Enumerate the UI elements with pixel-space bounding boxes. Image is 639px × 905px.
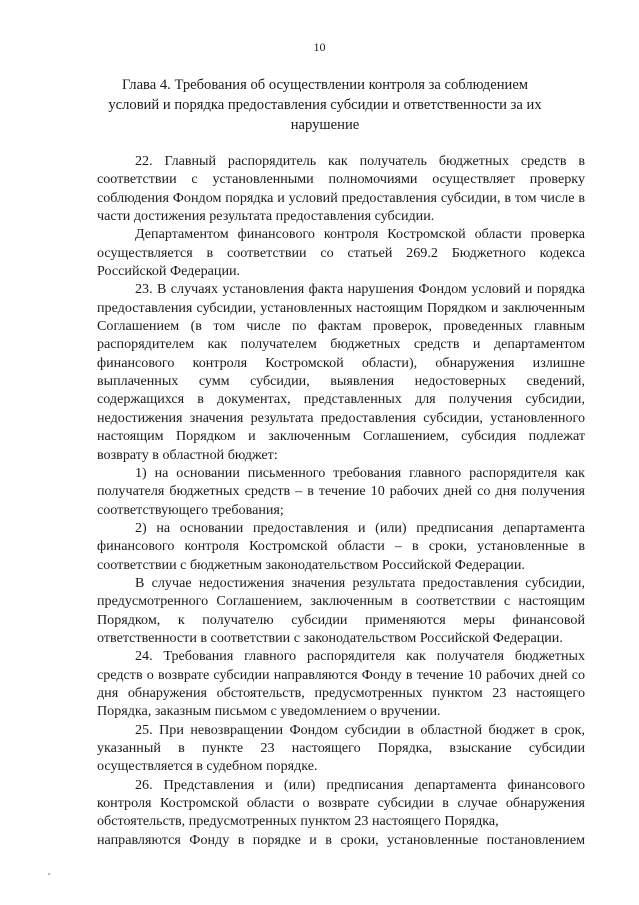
page-number: 10 — [313, 40, 326, 54]
paragraph-26: 26. Представления и (или) предписания департамента финансового контроля Костромской области о возврате субсидии в случае обнаружения обстоятельств, предусмотренных пунктом 23 настоящего Порядка, — [97, 776, 585, 830]
paragraph-23-liability: В случае недостижения значения результата предоставления субсидии, предусмотренного Соглашением, заключенным в соответствии с настоящим Порядком, к получателю субсидии применяются меры финансовой ответственности в соответствии с законодательством Российской Федерации. — [97, 574, 585, 646]
paragraph-23-item-1: 1) на основании письменного требования главного распорядителя как получателя бюджетных средств – в течение 10 рабочих дней со дня получения соответствующего требования; — [97, 464, 585, 518]
paragraph-23-item-2: 2) на основании предоставления и (или) предписания департамента финансового контроля Костромской области – в сроки, установленные в соответствии с бюджетным законодательством Российской Федерации. — [97, 519, 585, 573]
paragraph-23: 23. В случаях установления факта нарушения Фондом условий и порядка предоставления субсидии, установленных настоящим Порядком и заключенным Соглашением (в том числе по фактам проверок, проведенных главным распорядителем как получателем бюджетных средств и департаментом финансового контроля Костромской области), обнаружения излишне выплаченных сумм субсидии, выявления недостоверных сведений, содержащихся в документах, представленных для получения субсидии, недостижения значения результата предоставления субсидии, установленного настоящим Порядком и заключенным Соглашением, субсидия подлежат возврату в областной бюджет: — [97, 281, 585, 463]
scan-speck — [48, 873, 50, 875]
chapter-title: Глава 4. Требования об осуществлении контроля за соблюдением условий и порядка предоставления субсидии и ответственности за их нарушение — [108, 77, 542, 133]
paragraph-26-continued: направляются Фонду в порядке и в сроки, установленные постановлением — [97, 831, 585, 848]
paragraph-22-inspection: Департаментом финансового контроля Костромской области проверка осуществляется в соответствии со статьей 269.2 Бюджетного кодекса Российской Федерации. — [97, 226, 585, 280]
paragraph-25: 25. При невозвращении Фондом субсидии в областной бюджет в срок, указанный в пункте 23 настоящего Порядка, взыскание субсидии осуществляется в судебном порядке. — [97, 721, 585, 775]
paragraph-24: 24. Требования главного распорядителя как получателя бюджетных средств о возврате субсидии направляются Фонду в течение 10 рабочих дней со дня обнаружения обстоятельств, предусмотренных пунктом 23 настоящего Порядка, заказным письмом с уведомлением о вручении. — [97, 648, 585, 720]
paragraph-22: 22. Главный распорядитель как получатель бюджетных средств в соответствии с установленными полномочиями осуществляет проверку соблюдения Фондом порядка и условий предоставления субсидии, в том числе в части достижения результата предоставления субсидии. — [97, 153, 585, 225]
body-text — [97, 152, 585, 849]
